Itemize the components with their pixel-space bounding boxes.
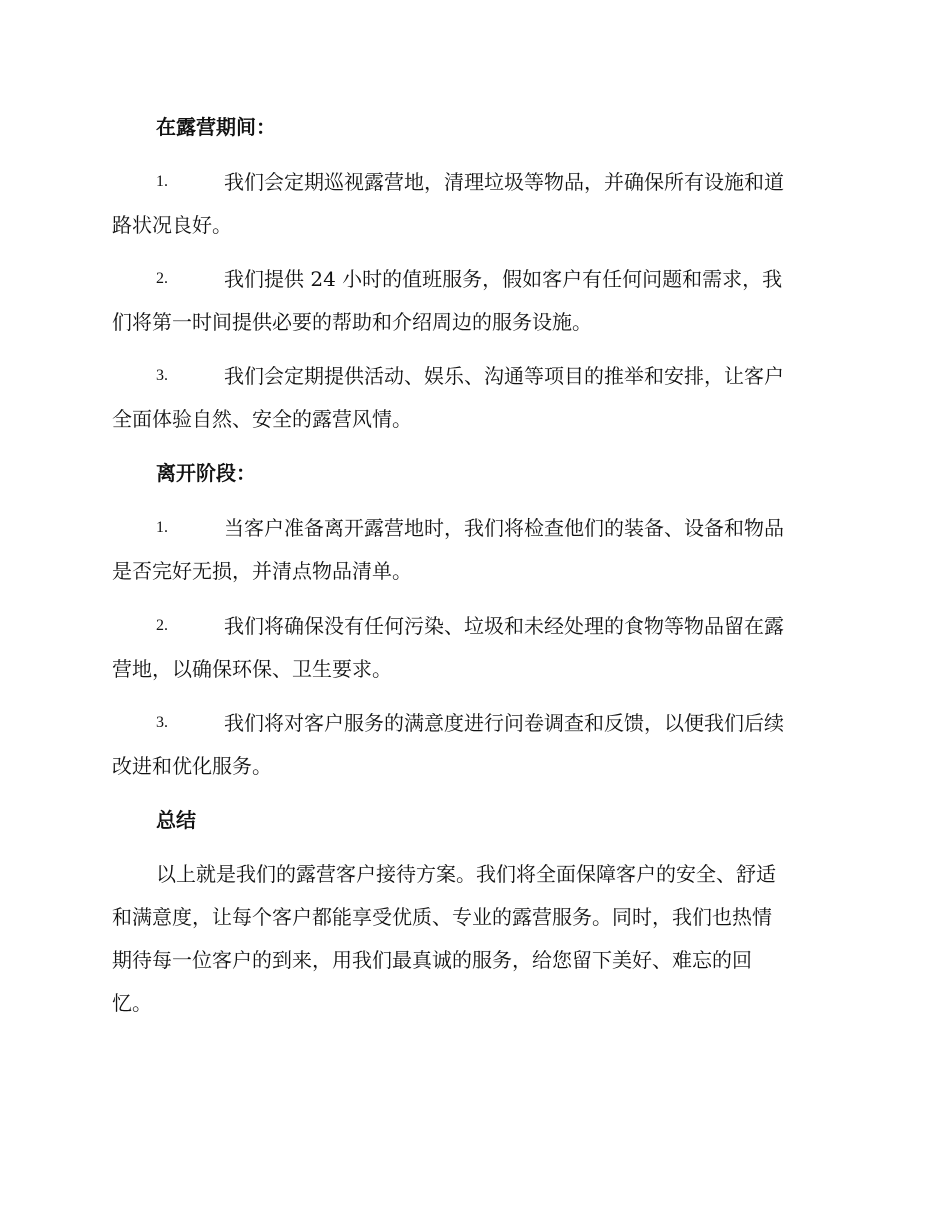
list-item-text: 营地，以确保环保、卫生要求。 [112,657,392,681]
list-item-number: 3. [156,714,168,731]
summary-line: 和满意度，让每个客户都能享受优质、专业的露营服务。同时，我们也热情 [112,905,772,929]
section-heading-during: 在露营期间： [156,115,276,139]
list-item-text: 路状况良好。 [112,213,232,237]
list-item-number: 3. [156,367,168,384]
list-item-text: 我们将确保没有任何污染、垃圾和未经处理的食物等物品留在露 [224,614,784,638]
section-heading-summary: 总结 [156,808,196,832]
list-item-text: 当客户准备离开露营地时，我们将检查他们的装备、设备和物品 [224,516,784,540]
list-item-number: 2. [156,617,168,634]
list-item-number: 1. [156,519,168,536]
summary-line: 期待每一位客户的到来，用我们最真诚的服务，给您留下美好、难忘的回 [112,948,752,972]
list-item-text: 们将第一时间提供必要的帮助和介绍周边的服务设施。 [112,310,592,334]
section-heading-leaving: 离开阶段： [156,461,256,485]
list-item-text: 我们将对客户服务的满意度进行问卷调查和反馈，以便我们后续 [224,711,784,735]
list-item-text: 改进和优化服务。 [112,754,272,778]
list-item-text: 是否完好无损，并清点物品清单。 [112,559,412,583]
list-item-number: 2. [156,270,168,287]
list-item-text: 我们会定期提供活动、娱乐、沟通等项目的推举和安排，让客户 [224,364,784,388]
summary-line: 忆。 [112,991,152,1015]
list-item-number: 1. [156,173,168,190]
list-item-text: 全面体验自然、安全的露营风情。 [112,407,412,431]
list-item-text: 我们提供 24 小时的值班服务，假如客户有任何问题和需求，我 [224,267,783,291]
summary-line: 以上就是我们的露营客户接待方案。我们将全面保障客户的安全、舒适 [156,862,776,886]
list-item-text: 我们会定期巡视露营地，清理垃圾等物品，并确保所有设施和道 [224,170,784,194]
